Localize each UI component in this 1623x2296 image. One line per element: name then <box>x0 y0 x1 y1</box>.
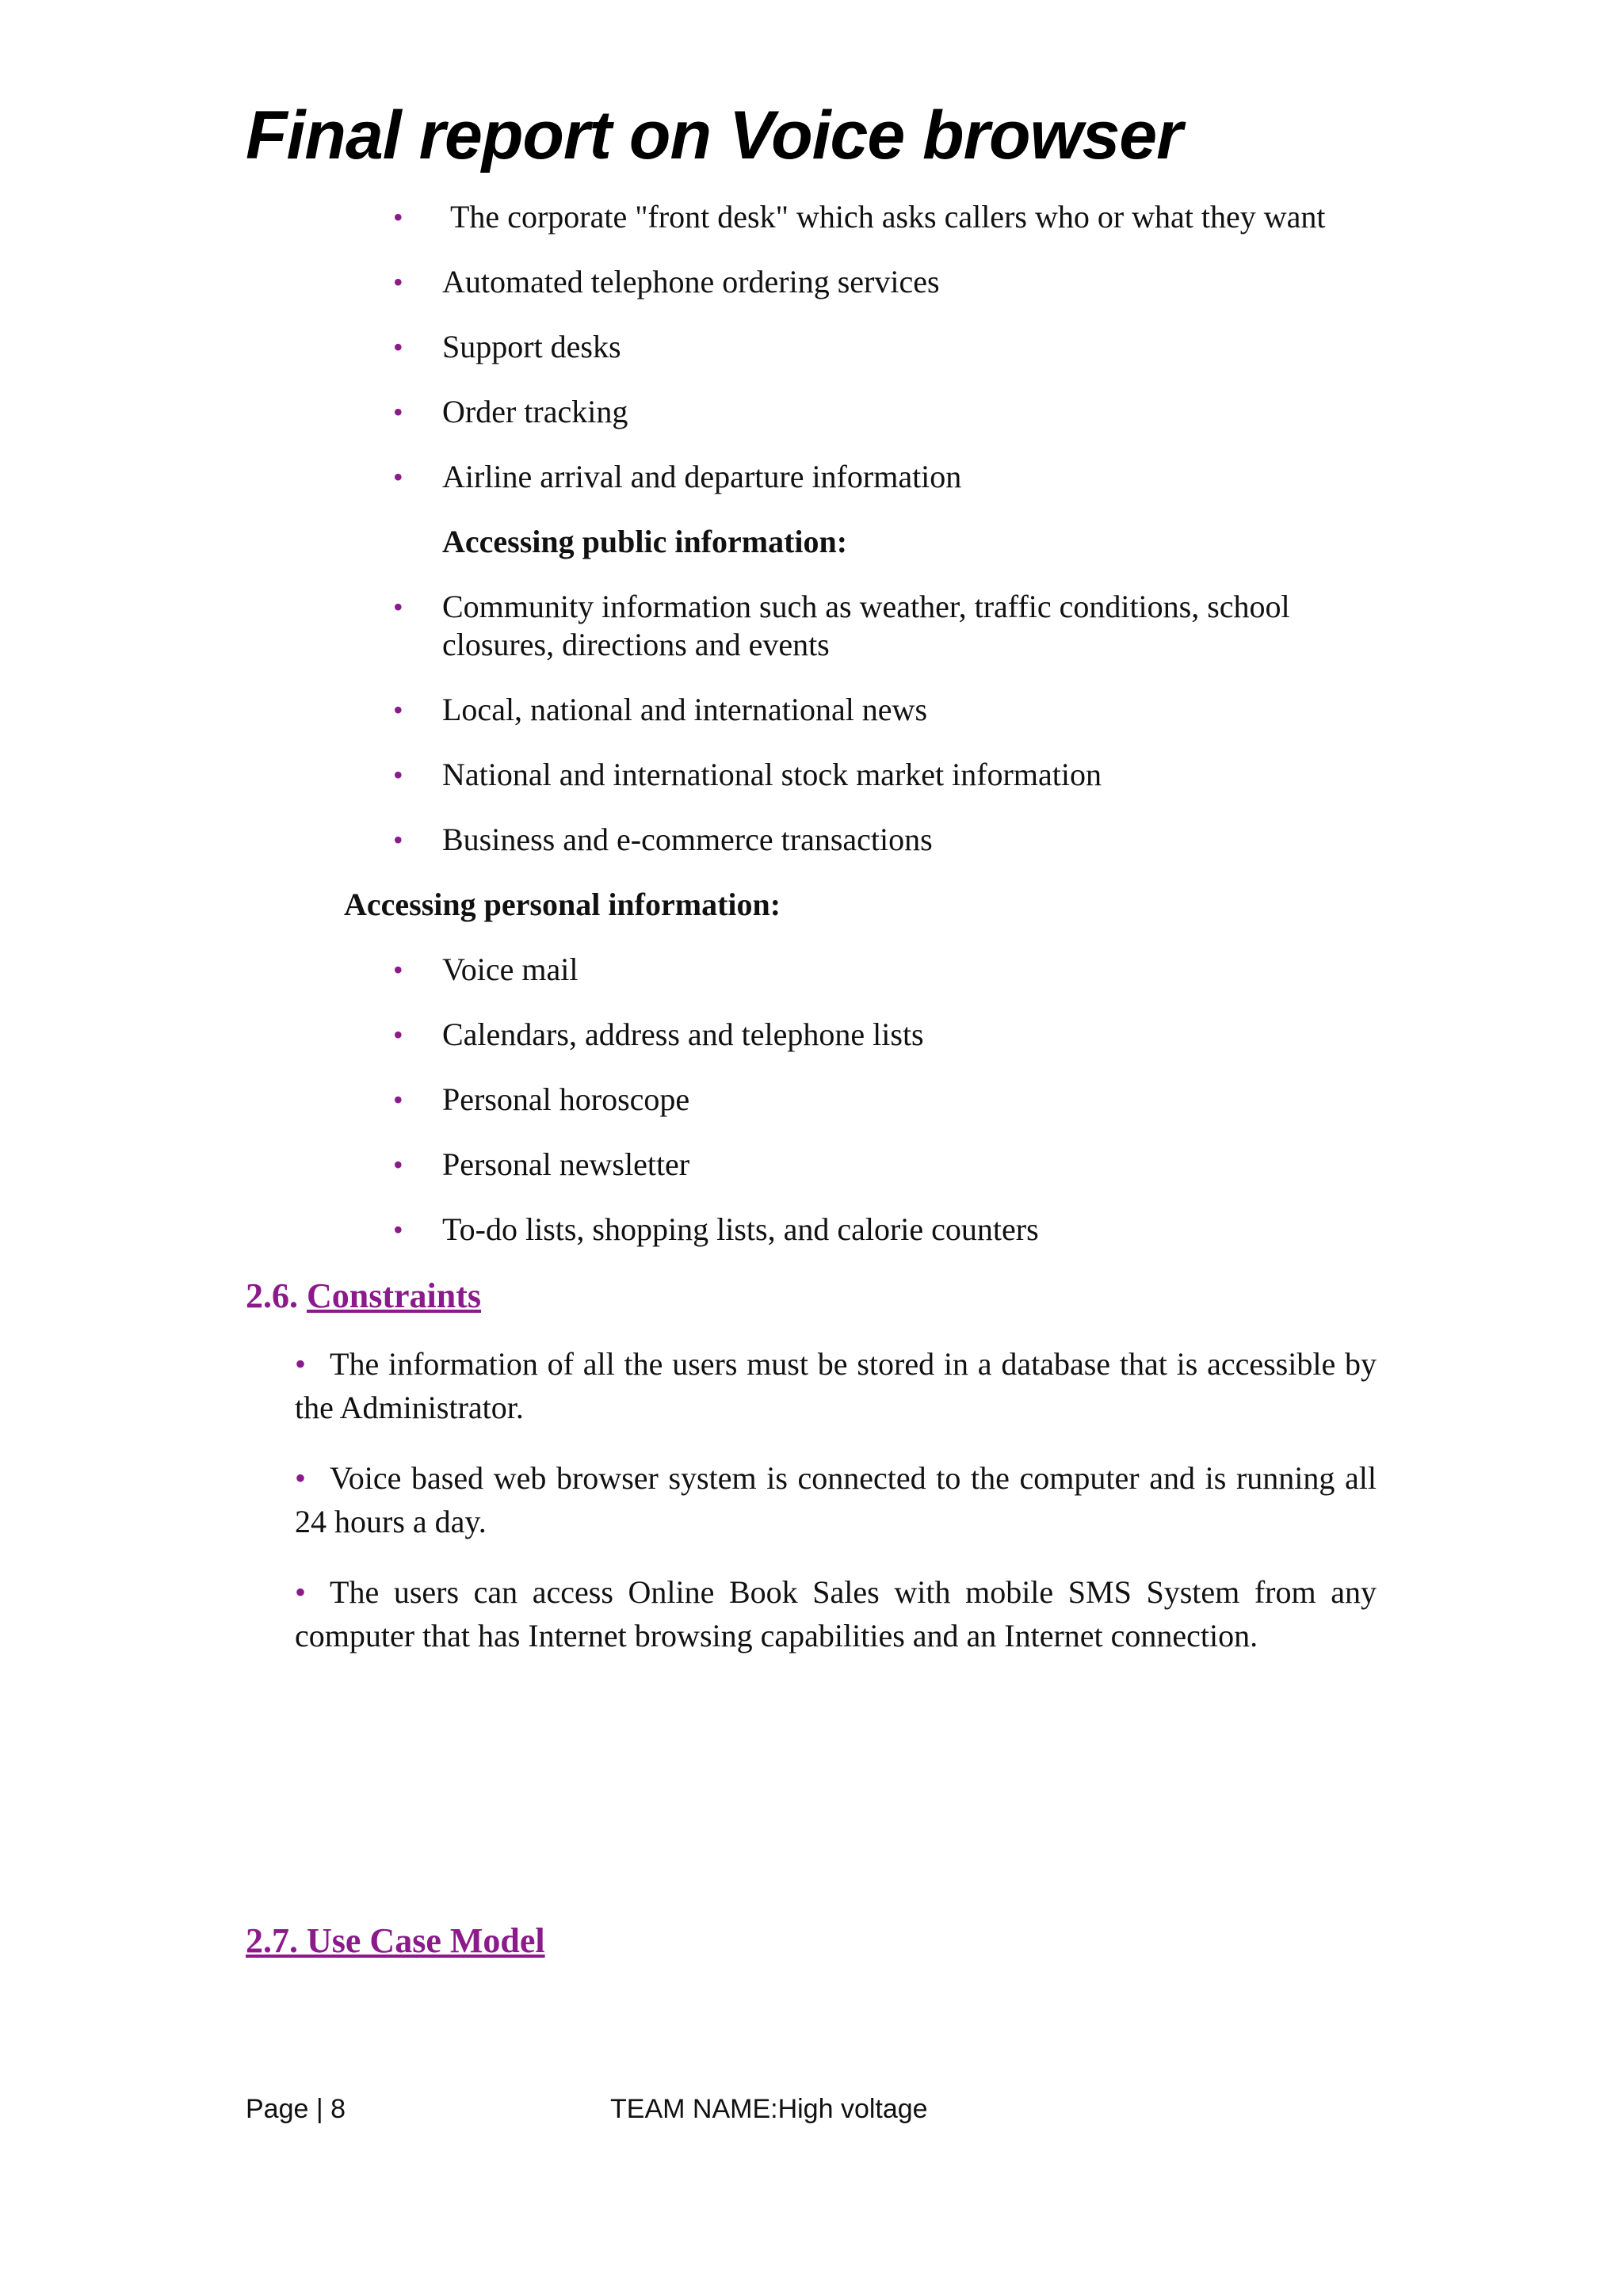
bullet-icon: • <box>393 954 403 986</box>
personal-info-heading: Accessing personal information: <box>344 887 781 922</box>
list-item-text: Voice mail <box>442 952 579 987</box>
list-item-text: The corporate "front desk" which asks callers who or what they want <box>450 199 1326 235</box>
team-name: TEAM NAME:High voltage <box>610 2094 928 2124</box>
bullet-icon: • <box>393 824 403 856</box>
section-title: Constraints <box>307 1276 482 1315</box>
bullet-icon: • <box>393 1149 403 1180</box>
bullet-icon: • <box>295 1346 307 1382</box>
bullet-icon: • <box>393 201 403 233</box>
bullet-icon: • <box>393 1084 403 1116</box>
list-item-text: Personal newsletter <box>442 1146 690 1182</box>
page-number: Page | 8 <box>246 2094 346 2124</box>
list-item-text: Community information such as weather, traffic conditions, school <box>442 589 1290 624</box>
constraint-text: Voice based web browser system is connected to the computer and is running all 24 hours a day. <box>295 1460 1377 1539</box>
bullet-icon: • <box>393 694 403 726</box>
bullet-icon: • <box>295 1460 307 1496</box>
list-item-text: Automated telephone ordering services <box>442 264 940 299</box>
bullet-icon: • <box>393 591 403 623</box>
list-item-text: Support desks <box>442 329 621 364</box>
constraint-text: The information of all the users must be stored in a database that is accessible by the Administrator. <box>295 1346 1377 1425</box>
constraint-paragraph <box>295 1456 1377 1543</box>
section-heading-use-case <box>246 1920 545 1962</box>
list-item-text: To-do lists, shopping lists, and calorie counters <box>442 1211 1039 1247</box>
section-number: 2.6. <box>246 1276 298 1315</box>
bullet-icon: • <box>393 331 403 363</box>
section-heading-constraints <box>246 1276 481 1317</box>
bullet-icon: • <box>393 396 403 428</box>
list-item-text: National and international stock market information <box>442 757 1102 792</box>
bullet-icon: • <box>393 461 403 493</box>
bullet-icon: • <box>393 759 403 791</box>
list-item-text: Business and e-commerce transactions <box>442 822 933 857</box>
list-item-text: Personal horoscope <box>442 1081 690 1117</box>
bullet-icon: • <box>393 266 403 298</box>
public-info-heading: Accessing public information: <box>442 524 848 559</box>
list-item-text: Airline arrival and departure information <box>442 459 962 494</box>
list-item-text: Calendars, address and telephone lists <box>442 1016 924 1052</box>
constraint-text: The users can access Online Book Sales with mobile SMS System from any computer that has Internet browsing capabilities and an Internet connection. <box>295 1574 1377 1653</box>
bullet-icon: • <box>393 1214 403 1245</box>
list-item-text: Local, national and international news <box>442 692 928 727</box>
list-item-text: Order tracking <box>442 394 628 429</box>
page-title: Final report on Voice browser <box>246 97 1182 174</box>
constraint-paragraph <box>295 1570 1377 1657</box>
section-title: 2.7. Use Case Model <box>246 1921 545 1960</box>
list-item-continuation: closures, directions and events <box>442 627 830 662</box>
bullet-icon: • <box>295 1574 307 1610</box>
constraint-paragraph <box>295 1342 1377 1429</box>
bullet-icon: • <box>393 1019 403 1051</box>
